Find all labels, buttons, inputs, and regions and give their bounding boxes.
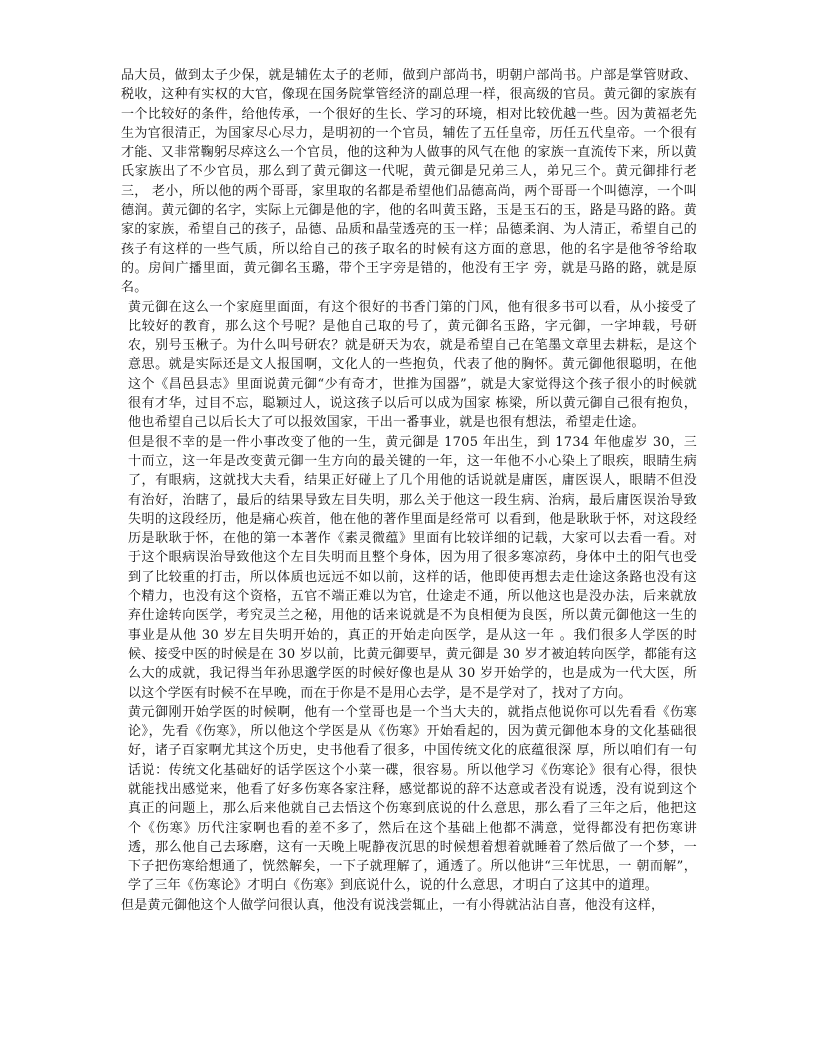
paragraph-4: 黄元御刚开始学医的时候啊，他有一个堂哥也是一个当大夫的，就指点他说你可以先看看《伤寒论》，先看《伤寒》，所以他这个学医是从《伤寒》开始看起的，因为黄元御他本身的文化基础很好，诸子百家啊尤其这个历史，史书他看了很多，中国传统文化的底蕴很深 厚，所以咱们有一句话说：传统文化基础好的话学医这个小菜一碟，很容易。所以他学习《伤寒论》很有心得，很快就能找出感觉来，他看了好多伤寒各家注释，感觉都说的辞不达意或者没有说透，没有说到这个真正的问题上，那么后来他就自己去悟这个伤寒到底说的什么意思，那么看了三年之后，他把这个《伤寒》历代注家啊也看的差不多了，然后在这个基础上他都不满意，觉得都没有把伤寒讲透，那么他自己去琢磨，这有一天晚上呢静夜沉思的时候想着想着就睡着了然后做了一个梦，一下子把伤寒给想通了，恍然解矣，一下子就理解了，通透了。所以他讲“三年忧思，一 朝而解”，学了三年《伤寒论》才明白《伤寒》到底说什么，说的什么意思，才明白了这其中的道理。 [128, 704, 697, 894]
paragraph-5: 但是黄元御他这个人做学问很认真，他没有说浅尝辄止，一有小得就沾沾自喜，他没有这样， [121, 897, 665, 913]
paragraph-2: 黄元御在这么一个家庭里面面，有这个很好的书香门第的门风，他有很多书可以看，从小接受了比较好的教育，那么这个号呢？是他自己取的号了，黄元御名玉路，字元御，一字坤载，号研农，别号玉楸子。为什么叫号研农？就是研天为农，就是希望自己在笔墨文章里去耕耘，是这个意思。就是实际还是文人报国啊，文化人的一些抱负，代表了他的胸怀。黄元御他很聪明，在他这个《昌邑县志》里面说黄元御“少有奇才，世推为国器”，就是大家觉得这个孩子很小的时候就很有才华，过目不忘，聪颖过人，说这孩子以后可以成为国家 栋梁，所以黄元御自己很有抱负，他也希望自己以后长大了可以报效国家，干出一番事业，就是也很有想法，希望走仕途。 [128, 299, 697, 431]
paragraph-1: 品大员，做到太子少保，就是辅佐太子的老师，做到户部尚书，明朝户部尚书。户部是掌管财政、税收，这种有实权的大官，像现在国务院掌管经济的副总理一样，很高级的官员。黄元御的家族有一个比较好的条件，给他传承，一个很好的生长、学习的环境，相对比较优越一些。因为黄福老先生为官很清正，为国家尽心尽力，是明初的一个官员，辅佐了五任皇帝，历任五代皇帝。一个很有才能、又非常鞠躬尽瘁这么一个官员，他的这种为人做事的风气在他 的家族一直流传下来，所以黄氏家族出了不少官员，那么到了黄元御这一代呢，黄元御是兄弟三人，弟兄三个。黄元御排行老三， 老小，所以他的两个哥哥，家里取的名都是希望他们品德高尚，两个哥哥一个叫德淳，一个叫德润。黄元御的名字，实际上元御是他的字，他的名叫黄玉路，玉是玉石的玉，路是马路的路。黄家的家族，希望自己的孩子，品德、品质和晶莹透亮的玉一样；品德柔润、为人清正，希望自己的孩子有这样的一些气质，所以给自己的孩子取名的时候有这方面的意思，他的名字是他爷爷给取的。房间广播里面，黄元御名玉璐，带个王字旁是错的，他没有王字 旁，就是马路的路，就是原名。 [121, 68, 697, 296]
paragraph-3: 但是很不幸的是一件小事改变了他的一生，黄元御是 1705 年出生，到 1734 年他虚岁 30，三十而立，这一年是改变黄元御一生方向的最关键的一年，这一年他不小心染上了眼疾，眼睛生病了，有眼病，这就找大夫看，结果正好碰上了几个用他的话说就是庸医，庸医误人，眼睛不但没有治好，治瞎了，最后的结果导致左目失明，那么关于他这一段生病、治病，最后庸医误治导致失明的这段经历，他是痛心疾首，他在他的著作里面是经常可 以看到，他是耿耿于怀，对这段经历是耿耿于怀，在他的第一本著作《素灵微蕴》里面有比较详细的记载，大家可以去看一看。对于这个眼病误治导致他这个左目失明而且整个身体，因为用了很多寒凉药，身体中土的阳气也受到了比较重的打击，所以体质也远远不如以前，这样的话，他即使再想去走仕途这条路也没有这个精力，也没有这个资格，五官不端正难以为官，仕途走不通，所以他这也是没办法，后来就放弃仕途转向医学，考究灵兰之秘，用他的话来说就是不为良相便为良医，所以黄元御他这一生的事业是从他 30 岁左目失明开始的，真正的开始走向医学，是从这一年 。我们很多人学医的时候、接受中医的时候是在 30 岁以前，比黄元御要早，黄元御是 30 岁才被迫转向医学，都能有这么大的成就，我记得当年孙思邈学医的时候好像也是从 30 岁开始学的，也是成为一代大医，所以这个学医有时候不在早晚，而在于你是不是用心去学，是不是学对了，找对了方向。 [128, 434, 697, 701]
document-body [121, 66, 697, 915]
